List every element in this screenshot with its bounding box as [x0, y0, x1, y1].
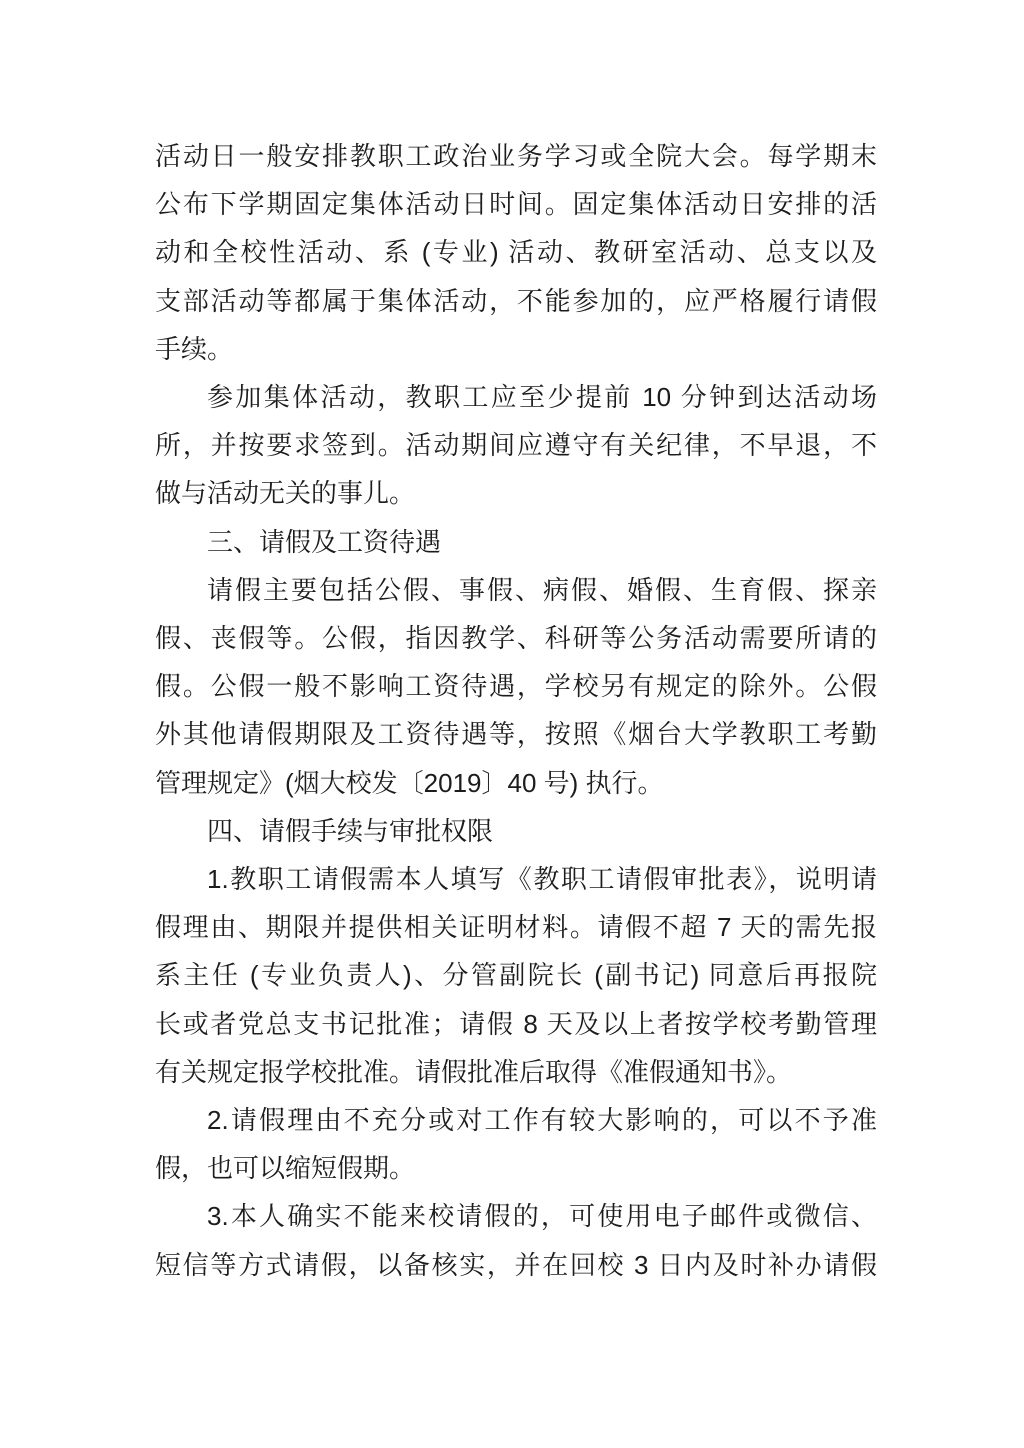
- paragraph-collective-activity: [155, 373, 877, 518]
- paragraph-leave-types: [155, 566, 877, 807]
- text-line: 短信等方式请假，以备核实，并在回校 3 日内及时补办请假: [155, 1249, 877, 1280]
- text-line: 假，也可以缩短假期。: [155, 1153, 416, 1184]
- text-line: 公布下学期固定集体活动日时间。固定集体活动日安排的活: [155, 189, 877, 220]
- text-line: 管理规定》(烟大校发〔2019〕40 号) 执行。: [155, 767, 664, 798]
- text-line: 动和全校性活动、系 (专业) 活动、教研室活动、总支以及: [155, 237, 877, 268]
- text-line: 参加集体活动，教职工应至少提前 10 分钟到达活动场: [207, 382, 877, 413]
- text-line: 所，并按要求签到。活动期间应遵守有关纪律，不早退，不: [155, 430, 877, 461]
- text-line: 2.请假理由不充分或对工作有较大影响的，可以不予准: [207, 1105, 877, 1136]
- text-line: 系主任 (专业负责人)、分管副院长 (副书记) 同意后再报院: [155, 960, 877, 991]
- heading-line: 四、请假手续与审批权限: [207, 815, 494, 846]
- section-heading-4: [155, 807, 877, 855]
- text-line: 外其他请假期限及工资待遇等，按照《烟台大学教职工考勤: [155, 719, 877, 750]
- section-heading-3: [155, 518, 877, 566]
- text-line: 假、丧假等。公假，指因教学、科研等公务活动需要所请的: [155, 623, 877, 654]
- text-line: 1.教职工请假需本人填写《教职工请假审批表》，说明请: [207, 864, 877, 895]
- text-line: 假理由、期限并提供相关证明材料。请假不超 7 天的需先报: [155, 912, 877, 943]
- text-line: 活动日一般安排教职工政治业务学习或全院大会。每学期末: [155, 141, 877, 171]
- heading-line: 三、请假及工资待遇: [207, 526, 442, 557]
- text-line: 有关规定报学校批准。请假批准后取得《准假通知书》。: [155, 1056, 793, 1087]
- paragraph-item-2: [155, 1096, 877, 1192]
- text-line: 支部活动等都属于集体活动，不能参加的，应严格履行请假: [155, 285, 877, 316]
- text-line: 3.本人确实不能来校请假的，可使用电子邮件或微信、: [207, 1201, 877, 1232]
- text-line: 手续。: [155, 333, 234, 364]
- paragraph-item-1: [155, 855, 877, 1096]
- text-line: 假。公假一般不影响工资待遇，学校另有规定的除外。公假: [155, 671, 877, 702]
- text-line: 做与活动无关的事儿。: [155, 478, 416, 509]
- text-line: 长或者党总支书记批准；请假 8 天及以上者按学校考勤管理: [155, 1008, 877, 1039]
- paragraph-item-3: [155, 1192, 877, 1288]
- paragraph-continuation: [155, 132, 877, 373]
- text-line: 请假主要包括公假、事假、病假、婚假、生育假、探亲: [207, 574, 877, 605]
- page-text-block: [155, 132, 877, 1289]
